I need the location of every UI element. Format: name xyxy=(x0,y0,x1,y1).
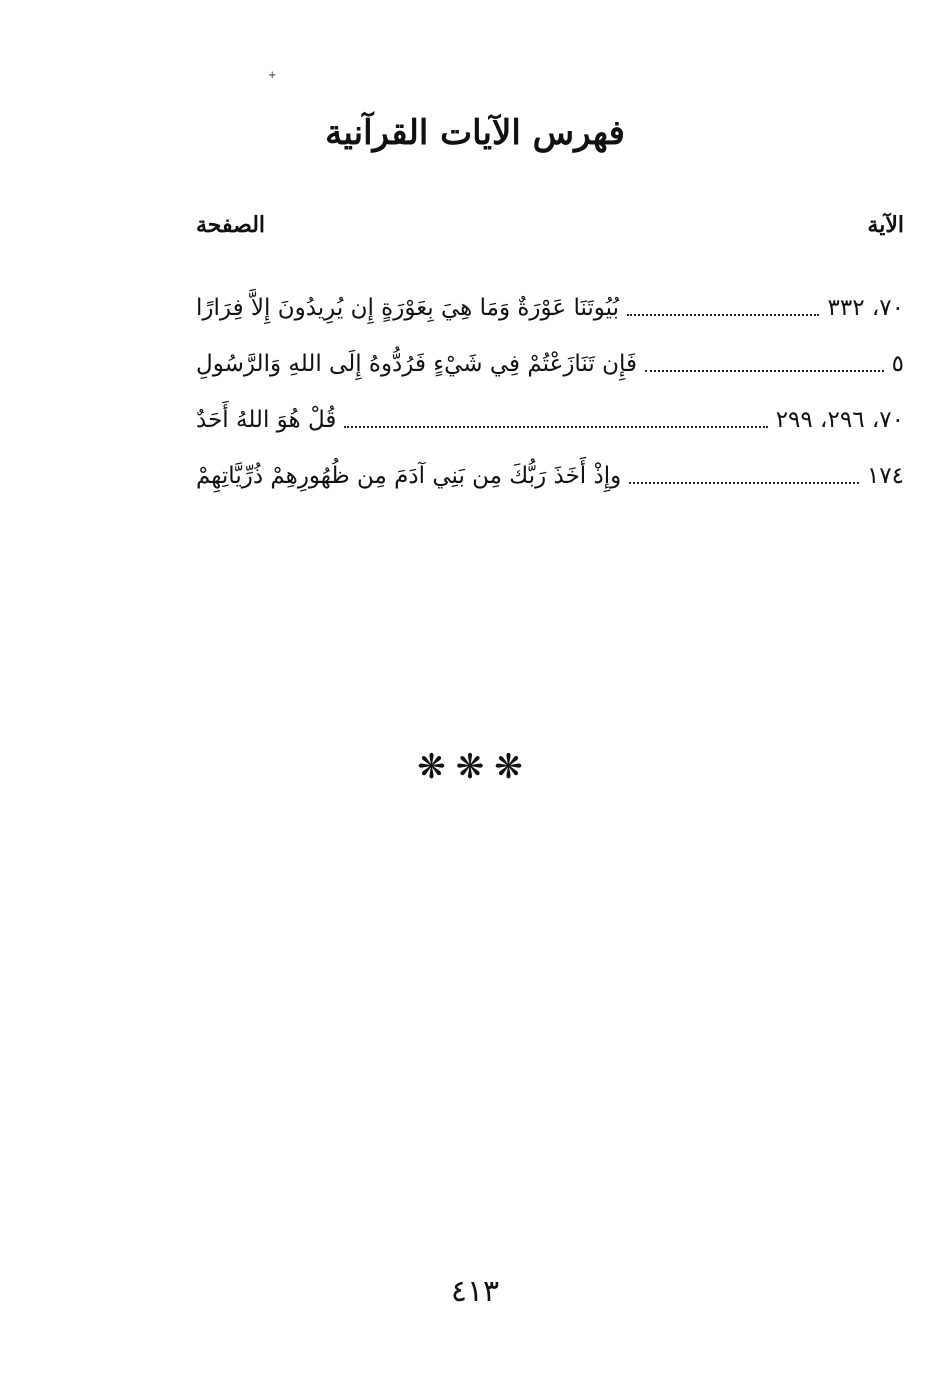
leader-dots xyxy=(645,370,884,372)
section-divider: ❋❋❋ xyxy=(417,747,533,787)
column-header-ayah: الآية xyxy=(867,212,904,238)
index-entry xyxy=(196,448,904,504)
entry-pages: ٥ xyxy=(891,351,904,377)
entry-pages: ٧٠، ٢٩٦، ٢٩٩ xyxy=(775,407,904,433)
leader-dots xyxy=(629,482,859,484)
index-entry xyxy=(196,336,904,392)
entry-verse: وإِذْ أَخَذَ رَبُّكَ مِن بَنِي آدَمَ مِن ظُهُورِهِمْ ذُرِّيَّاتِهِمْ xyxy=(196,463,622,489)
entry-pages: ١٧٤ xyxy=(866,463,904,489)
entry-verse: قُلْ هُوَ اللهُ أَحَدٌ xyxy=(196,407,337,433)
index-entry xyxy=(196,392,904,448)
page-title: فهرس الآيات القرآنية xyxy=(325,113,625,153)
page-number: ٤١٣ xyxy=(450,1274,500,1309)
column-header-page: الصفحة xyxy=(196,212,266,238)
entry-pages: ٧٠، ٣٣٢ xyxy=(827,295,904,321)
entry-verse: فَإِن تَنَازَعْتُمْ فِي شَيْءٍ فَرُدُّوهُ إِلَى اللهِ وَالرَّسُولِ xyxy=(196,351,637,377)
entry-verse: بُيُوتَنَا عَوْرَةٌ وَمَا هِيَ بِعَوْرَةٍ إِن يُرِيدُونَ إِلاَّ فِرَارًا xyxy=(196,295,620,321)
index-entry xyxy=(196,280,904,336)
corner-mark: + xyxy=(268,70,277,81)
index-entries xyxy=(196,280,904,504)
leader-dots xyxy=(344,426,767,428)
leader-dots xyxy=(627,314,819,316)
